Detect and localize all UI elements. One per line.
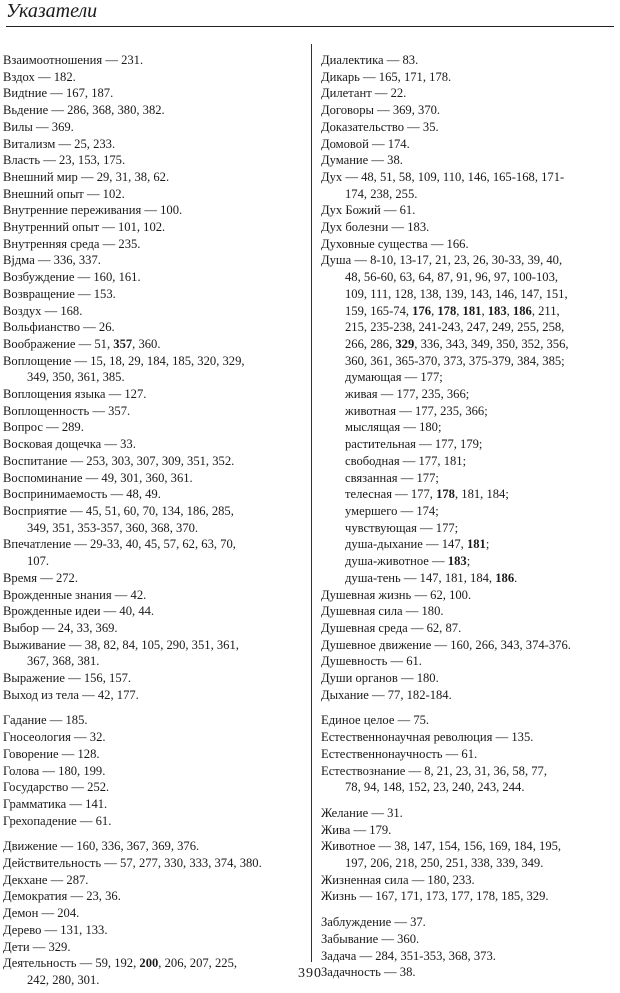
index-entry: Внутренние переживания — 100. bbox=[3, 203, 183, 218]
column-divider bbox=[311, 44, 312, 962]
index-entry-continuation: душа-дыхание — 147, 181; bbox=[345, 537, 490, 552]
index-entry: Вопрос — 289. bbox=[3, 420, 84, 435]
index-entry-continuation: связанная — 177; bbox=[345, 470, 439, 485]
section-gap bbox=[321, 905, 617, 914]
index-entry: Гносеология — 32. bbox=[3, 730, 106, 745]
index-entry: Выход из тела — 42, 177. bbox=[3, 687, 139, 702]
index-entry-continuation: 78, 94, 148, 152, 23, 240, 243, 244. bbox=[345, 780, 525, 795]
index-entry: Задача — 284, 351-353, 368, 373. bbox=[321, 948, 496, 963]
index-entry: Задачность — 38. bbox=[321, 965, 416, 980]
index-entry: Внешний опыт — 102. bbox=[3, 186, 125, 201]
index-column-right bbox=[321, 52, 617, 981]
index-entry: Воспитание — 253, 303, 307, 309, 351, 352. bbox=[3, 453, 235, 468]
index-entry: Движение — 160, 336, 367, 369, 376. bbox=[3, 839, 200, 854]
bold-page-ref: 176 bbox=[412, 303, 432, 318]
bold-page-ref: 178 bbox=[436, 487, 455, 502]
page-header bbox=[6, 0, 614, 27]
index-entry-continuation: 266, 286, 329, 336, 343, 349, 350, 352, 356, bbox=[345, 336, 569, 351]
index-entry: Жива — 179. bbox=[321, 822, 392, 837]
index-entry: Выражение — 156, 157. bbox=[3, 671, 132, 686]
index-entry: Вздох — 182. bbox=[3, 69, 76, 84]
index-entry-continuation: свободная — 177, 181; bbox=[345, 453, 467, 468]
index-entry: Думание — 38. bbox=[321, 153, 403, 168]
index-entry: Дух Божий — 61. bbox=[321, 203, 416, 218]
index-entry-continuation: 360, 361, 365-370, 373, 375-379, 384, 385; bbox=[345, 353, 565, 368]
index-entry: Выживание — 38, 82, 84, 105, 290, 351, 361, bbox=[3, 637, 239, 652]
bold-page-ref: 186 bbox=[512, 303, 532, 318]
index-entry: Внутренний опыт — 101, 102. bbox=[3, 220, 166, 235]
index-entry: Восковая дощечка — 33. bbox=[3, 437, 136, 452]
index-entry: Дилетант — 22. bbox=[321, 86, 407, 101]
index-entry: Голова — 180, 199. bbox=[3, 763, 106, 778]
index-entry-continuation: 174, 238, 255. bbox=[345, 186, 418, 201]
index-entry: Воздух — 168. bbox=[3, 303, 83, 318]
index-entry: Дыхание — 77, 182-184. bbox=[321, 687, 452, 702]
index-entry-continuation: 48, 56-60, 63, 64, 87, 91, 96, 97, 100-103, bbox=[345, 270, 559, 285]
index-entry: Власть — 23, 153, 175. bbox=[3, 153, 126, 168]
index-entry-continuation: душа-тень — 147, 181, 184, 186. bbox=[345, 570, 518, 585]
index-entry-continuation: 215, 235-238, 241-243, 247, 249, 255, 258, bbox=[345, 320, 565, 335]
index-entry-continuation: чувствующая — 177; bbox=[345, 520, 459, 535]
index-entry: Душа — 8-10, 13-17, 21, 23, 26, 30-33, 39, 40, bbox=[321, 253, 563, 268]
index-entry: Естественнонаучная революция — 135. bbox=[321, 730, 534, 745]
section-gap bbox=[3, 703, 303, 712]
index-entry: Животное — 38, 147, 154, 156, 169, 184, 195, bbox=[321, 839, 562, 854]
index-entry: Единое целое — 75. bbox=[321, 713, 430, 728]
section-gap bbox=[3, 829, 303, 838]
index-entry: Душевная сила — 180. bbox=[321, 604, 444, 619]
index-entry: Жизненная сила — 180, 233. bbox=[321, 872, 475, 887]
bold-page-ref: 357 bbox=[113, 336, 133, 351]
index-entry: Внешний мир — 29, 31, 38, 62. bbox=[3, 169, 170, 184]
index-entry: Грехопадение — 61. bbox=[3, 813, 112, 828]
index-entry-continuation: думающая — 177; bbox=[345, 370, 443, 385]
index-entry: Взаимоотношения — 231. bbox=[3, 53, 144, 67]
index-entry-continuation: 159, 165-74, 176, 178, 181, 183, 186, 211, bbox=[345, 303, 560, 318]
bold-page-ref: 329 bbox=[395, 336, 415, 351]
index-entry: Душевное движение — 160, 266, 343, 374-376. bbox=[321, 637, 571, 652]
index-entry: Говорение — 128. bbox=[3, 746, 100, 761]
index-entry: Восприятие — 45, 51, 60, 70, 134, 186, 285, bbox=[3, 503, 234, 518]
index-entry-continuation: 197, 206, 218, 250, 251, 338, 339, 349. bbox=[345, 856, 544, 871]
index-entry: Духовные существа — 166. bbox=[321, 236, 469, 251]
index-entry: Заблуждение — 37. bbox=[321, 915, 426, 930]
index-entry: Договоры — 369, 370. bbox=[321, 103, 441, 118]
index-entry: Воплощенность — 357. bbox=[3, 403, 131, 418]
index-entry: Воображение — 51, 357, 360. bbox=[3, 336, 161, 351]
bold-page-ref: 200 bbox=[139, 956, 159, 971]
index-entry: Диалектика — 83. bbox=[321, 53, 419, 67]
bold-page-ref: 183 bbox=[487, 303, 507, 318]
index-entry: Вилы — 369. bbox=[3, 119, 74, 134]
index-entry: Естествознание — 8, 21, 23, 31, 36, 58, 77, bbox=[321, 763, 547, 778]
index-entry: Действительность — 57, 277, 330, 333, 374, 380. bbox=[3, 856, 262, 871]
index-entry: Возвращение — 153. bbox=[3, 286, 116, 301]
index-entry: Воплощения языка — 127. bbox=[3, 387, 147, 402]
index-entry: Витализм — 25, 233. bbox=[3, 136, 116, 151]
index-entry-continuation: 349, 350, 361, 385. bbox=[27, 370, 125, 385]
index-entry: Домовой — 174. bbox=[321, 136, 410, 151]
index-entry: Деятельность — 59, 192, 200, 206, 207, 225, bbox=[3, 956, 238, 971]
index-entry-continuation: телесная — 177, 178, 181, 184; bbox=[345, 487, 509, 502]
index-entry: Впечатление — 29-33, 40, 45, 57, 62, 63, 70, bbox=[3, 537, 236, 552]
index-entry: Декхане — 287. bbox=[3, 872, 89, 887]
index-entry: Дети — 329. bbox=[3, 939, 71, 954]
index-entry: Демократия — 23, 36. bbox=[3, 889, 121, 904]
index-entry: Врожденные идеи — 40, 44. bbox=[3, 604, 155, 619]
running-title: Указатели bbox=[6, 0, 98, 22]
page-number: 390 bbox=[298, 966, 322, 981]
index-entry: Душевность — 61. bbox=[321, 654, 422, 669]
index-entry: Воплощение — 15, 18, 29, 184, 185, 320, 329, bbox=[3, 353, 245, 368]
index-entry: Возбуждение — 160, 161. bbox=[3, 270, 141, 285]
index-entry: Время — 272. bbox=[3, 570, 78, 585]
section-gap bbox=[321, 796, 617, 805]
index-entry-continuation: умершего — 174; bbox=[345, 503, 439, 518]
index-entry: Дерево — 131, 133. bbox=[3, 922, 108, 937]
index-entry: Врожденные знания — 42. bbox=[3, 587, 147, 602]
bold-page-ref: 178 bbox=[437, 303, 457, 318]
bold-page-ref: 181 bbox=[462, 303, 482, 318]
index-entry: Вjдма — 336, 337. bbox=[3, 253, 101, 268]
index-entry: Душевная жизнь — 62, 100. bbox=[321, 587, 472, 602]
index-entry: Жизнь — 167, 171, 173, 177, 178, 185, 329. bbox=[321, 889, 549, 904]
index-entry-continuation: растительная — 177, 179; bbox=[345, 437, 483, 452]
section-gap bbox=[321, 703, 617, 712]
index-entry: Дух — 48, 51, 58, 109, 110, 146, 165-168, 171- bbox=[321, 169, 565, 184]
index-entry: Дикарь — 165, 171, 178. bbox=[321, 69, 452, 84]
index-entry: Вольфианство — 26. bbox=[3, 320, 115, 335]
bold-page-ref: 183 bbox=[447, 554, 467, 569]
index-entry: Воспринимаемость — 48, 49. bbox=[3, 487, 161, 502]
index-entry: Доказательство — 35. bbox=[321, 119, 439, 134]
index-entry: Грамматика — 141. bbox=[3, 796, 108, 811]
index-entry-continuation: 349, 351, 353-357, 360, 368, 370. bbox=[27, 520, 199, 535]
index-entry: Демон — 204. bbox=[3, 906, 80, 921]
index-entry-continuation: 107. bbox=[27, 554, 50, 569]
index-entry-continuation: 242, 280, 301. bbox=[27, 972, 100, 987]
index-entry: Выбор — 24, 33, 369. bbox=[3, 620, 118, 635]
index-entry-continuation: живая — 177, 235, 366; bbox=[345, 387, 470, 402]
bold-page-ref: 186 bbox=[495, 570, 515, 585]
index-column-left bbox=[3, 52, 303, 989]
index-entry-continuation: мыслящая — 180; bbox=[345, 420, 442, 435]
bold-page-ref: 181 bbox=[466, 537, 486, 552]
index-entry: Гадание — 185. bbox=[3, 713, 88, 728]
index-entry: Воспоминание — 49, 301, 360, 361. bbox=[3, 470, 193, 485]
index-entry: Желание — 31. bbox=[321, 805, 403, 820]
index-entry: Естественнонаучность — 61. bbox=[321, 746, 478, 761]
index-entry: Дух болезни — 183. bbox=[321, 220, 430, 235]
index-entry: Внутренняя среда — 235. bbox=[3, 236, 141, 251]
index-entry: Вьдение — 286, 368, 380, 382. bbox=[3, 103, 165, 118]
index-entry: Забывание — 360. bbox=[321, 931, 420, 946]
index-entry-continuation: душа-животное — 183; bbox=[345, 554, 471, 569]
index-entry-continuation: 109, 111, 128, 138, 139, 143, 146, 147, 151, bbox=[345, 286, 568, 301]
index-entry: Государство — 252. bbox=[3, 780, 110, 795]
index-entry-continuation: 367, 368, 381. bbox=[27, 654, 100, 669]
index-entry-continuation: животная — 177, 235, 366; bbox=[345, 403, 488, 418]
index-entry: Видtние — 167, 187. bbox=[3, 86, 114, 101]
index-entry: Душевная среда — 62, 87. bbox=[321, 620, 462, 635]
index-entry: Души органов — 180. bbox=[321, 671, 439, 686]
